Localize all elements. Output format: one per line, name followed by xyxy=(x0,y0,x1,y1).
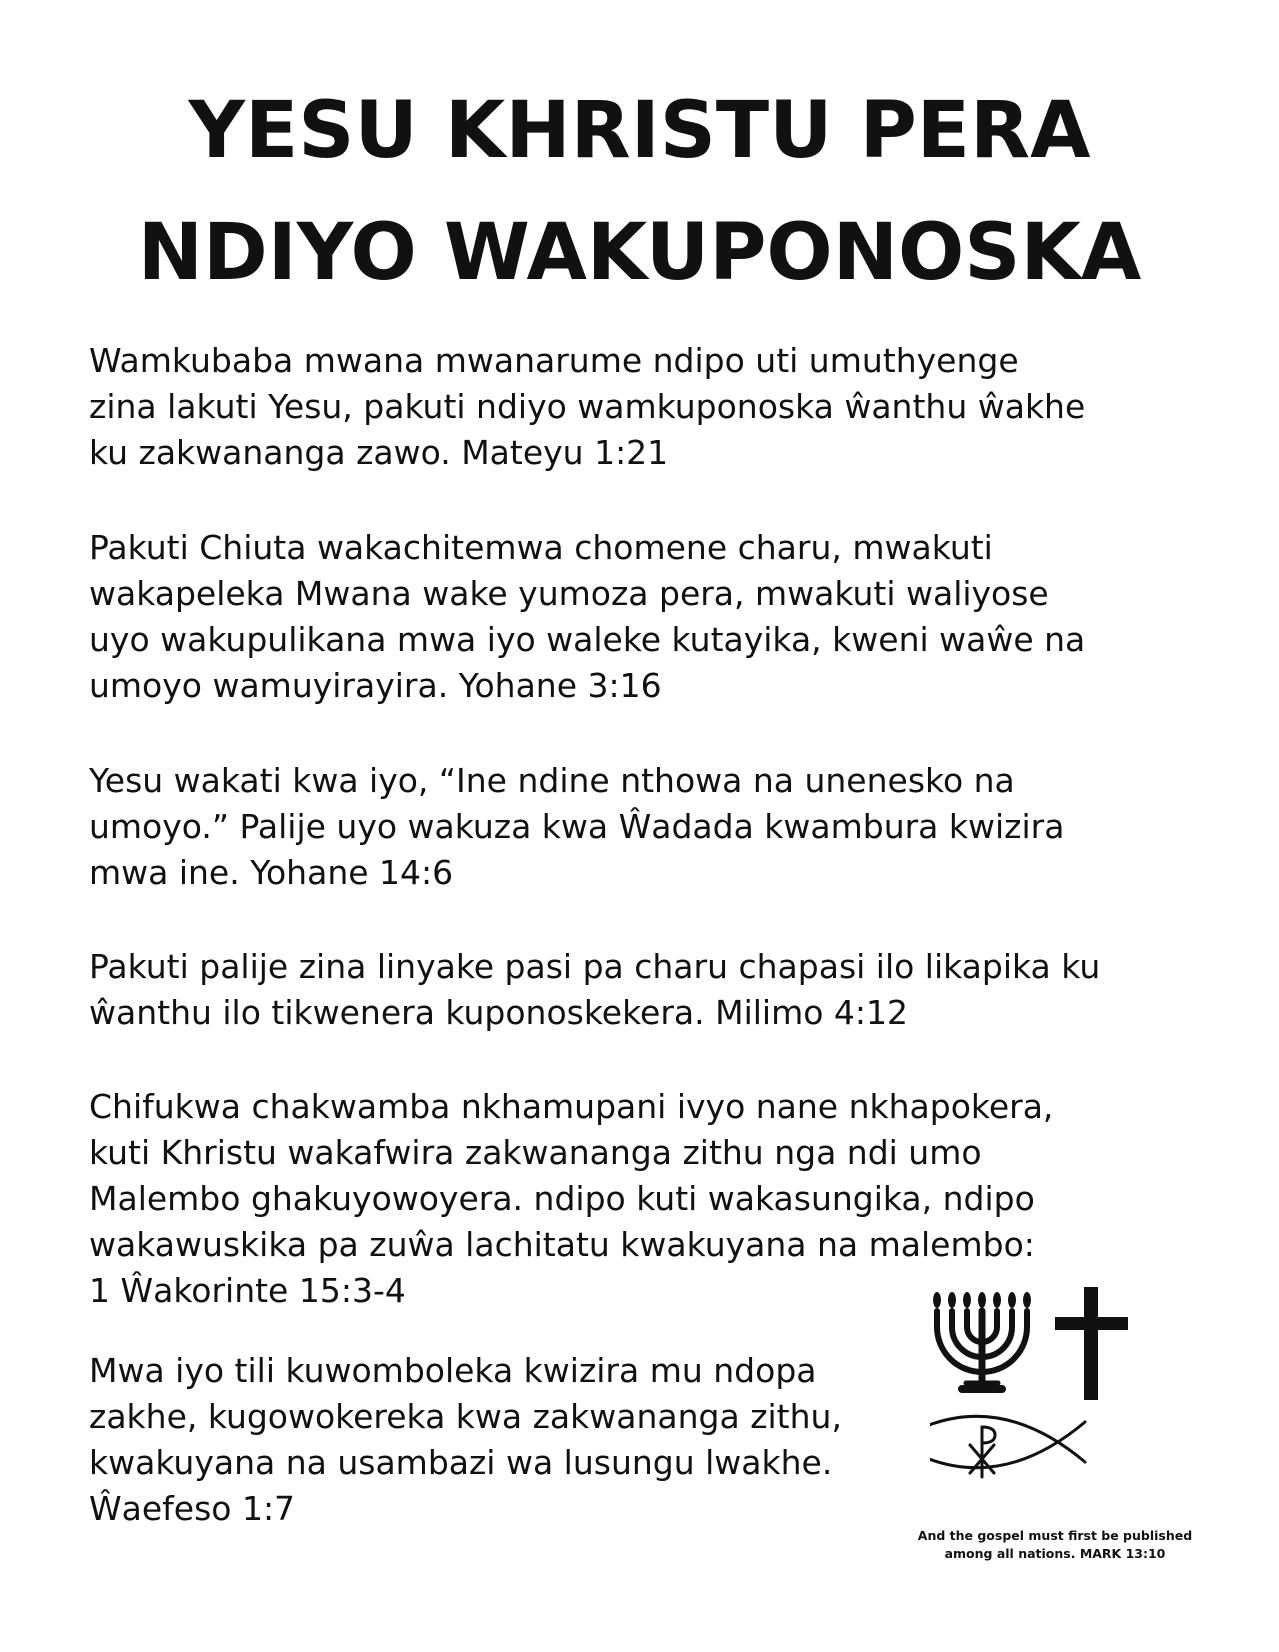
page-title xyxy=(0,70,1279,314)
caption-line-1: And the gospel must first be published xyxy=(917,1528,1193,1543)
scripture-caption xyxy=(905,1527,1205,1563)
verse-milimo: Pakuti palije zina linyake pasi pa charu chapasi ilo likapika ku ŵanthu ilo tikwenera kuponoskekera. Milimo 4:12 xyxy=(89,947,1101,1032)
verse-yohane-3-16: Pakuti Chiuta wakachitemwa chomene charu, mwakuti wakapeleka Mwana wake yumoza pera, mwakuti waliyose uyo wakupulikana mwa iyo waleke kutayika, kweni waŵe na umoyo wamuyirayira. Yohane 3:16 xyxy=(89,528,1086,705)
title-line-1: YESU KHRISTU PERA xyxy=(188,86,1091,176)
verse-yohane-14-6: Yesu wakati kwa iyo, “Ine ndine nthowa na unenesko na umoyo.” Palije uyo wakuza kwa Ŵadada kwambura kwizira mwa ine. Yohane 14:6 xyxy=(89,761,1065,892)
cross-icon xyxy=(1055,1287,1128,1400)
christian-symbols xyxy=(930,1287,1195,1517)
title-line-2: NDIYO WAKUPONOSKA xyxy=(137,208,1142,298)
menorah-icon xyxy=(933,1292,1031,1389)
verse-waefeso: Mwa iyo tili kuwomboleka kwizira mu ndopa zakhe, kugowokereka kwa zakwananga zithu, kwakuyana na usambazi wa lusungu lwakhe. Ŵaefeso 1:7 xyxy=(89,1351,842,1528)
ichthys-chi-rho-icon xyxy=(930,1416,1085,1477)
verse-wakorinte: Chifukwa chakwamba nkhamupani ivyo nane nkhapokera, kuti Khristu wakafwira zakwananga zithu nga ndi umo Malembo ghakuyowoyera. ndipo kuti wakasungika, ndipo wakawuskika pa zuŵa lachitatu kwakuyana na malembo: 1 Ŵakorinte 15:3-4 xyxy=(89,1087,1054,1310)
verse-mateyu: Wamkubaba mwana mwanarume ndipo uti umuthyenge zina lakuti Yesu, pakuti ndiyo wamkuponoska ŵanthu ŵakhe ku zakwananga zawo. Mateyu 1:21 xyxy=(89,341,1086,472)
caption-line-2: among all nations. MARK 13:10 xyxy=(944,1546,1166,1561)
